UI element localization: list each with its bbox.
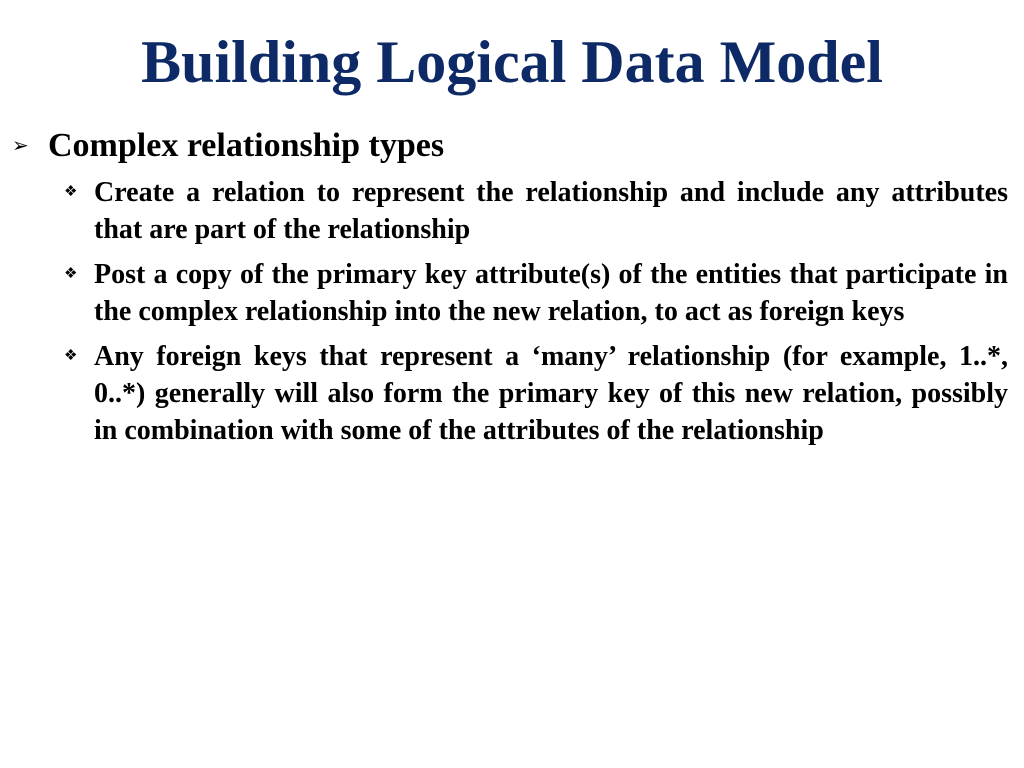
sub-bullet-text: Post a copy of the primary key attribute(s) of the entities that participate in the complex relationship into the new relation, to act as foreign keys (94, 259, 1008, 327)
diamond-bullet-icon: ❖ (64, 184, 78, 200)
sub-bullet-text: Create a relation to represent the relationship and include any attributes that are part of the relationship (94, 177, 1008, 245)
diamond-bullet-icon: ❖ (64, 348, 78, 364)
sub-bullet-item (64, 174, 1008, 248)
sub-bullet-text: Any foreign keys that represent a ‘many’ relationship (for example, 1..*, 0..*) generally will also form the primary key of this new relation, possibly in combination with some of the attributes of the relationship (94, 341, 1008, 446)
slide-title: Building Logical Data Model (141, 29, 883, 95)
arrow-bullet-icon: ➢ (12, 135, 29, 157)
diamond-bullet-icon: ❖ (64, 266, 78, 282)
sub-bullet-item (64, 256, 1008, 330)
sub-bullet-item (64, 338, 1008, 449)
sub-bullet-list (64, 174, 1008, 457)
heading-bullet-item (12, 124, 1012, 168)
heading-text: Complex relationship types (48, 127, 445, 164)
